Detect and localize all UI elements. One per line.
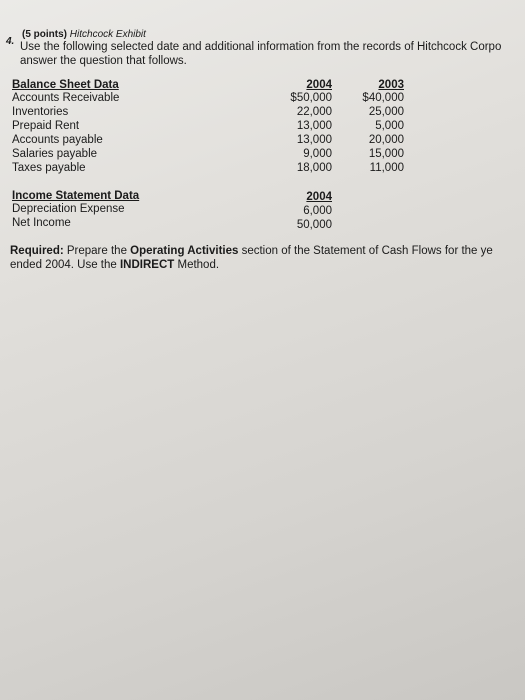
bs-row-label: Taxes payable [12, 162, 86, 174]
question-title [22, 29, 146, 40]
balance-sheet-col-2003: 2003 [378, 79, 404, 91]
is-row-2004: 6,000 [303, 205, 332, 217]
bs-row-2004: $50,000 [290, 92, 332, 104]
bs-row-label: Prepaid Rent [12, 120, 80, 132]
bs-row-2003: 11,000 [369, 162, 404, 174]
is-row-2004: 50,000 [296, 219, 332, 231]
income-statement-header: Income Statement Data [12, 190, 140, 202]
bs-row-2003: 5,000 [375, 120, 404, 132]
required-text-1: Prepare the [66, 245, 131, 257]
exhibit-name: Hitchcock Exhibit [69, 29, 146, 40]
bs-row-label: Accounts payable [12, 134, 103, 146]
bs-row-label: Salaries payable [12, 148, 98, 160]
required-label: Required: [10, 245, 64, 257]
required-line-2 [10, 258, 493, 272]
required-line2-b: Method. [174, 259, 220, 271]
required-line2-a: ended 2004. Use the [10, 259, 120, 271]
is-row-label: Depreciation Expense [12, 203, 125, 215]
required-bold-1: Operating Activities [130, 245, 239, 257]
question-number: 4. [6, 36, 15, 47]
bs-row-2003: 15,000 [368, 148, 404, 160]
required-bold-2: INDIRECT [119, 259, 175, 271]
bs-row-2004: 9,000 [303, 148, 332, 160]
question-points: (5 points) [22, 29, 67, 40]
income-statement-col-2004: 2004 [306, 191, 332, 203]
is-row-label: Net Income [12, 217, 71, 229]
bs-row-2003: 25,000 [368, 106, 404, 118]
required-text-2: section of the Statement of Cash Flows for the ye [238, 245, 493, 257]
intro-line-2: answer the question that follows. [20, 55, 187, 67]
balance-sheet-header: Balance Sheet Data [12, 79, 119, 91]
bs-row-2004: 22,000 [296, 106, 332, 118]
bs-row-label: Inventories [12, 106, 69, 118]
required-instructions [10, 244, 493, 272]
bs-row-label: Accounts Receivable [12, 92, 120, 104]
bs-row-2004: 18,000 [296, 162, 332, 174]
bs-row-2004: 13,000 [296, 120, 332, 132]
bs-row-2004: 13,000 [296, 134, 332, 146]
question-intro [20, 40, 501, 68]
bs-row-2003: 20,000 [368, 134, 404, 146]
balance-sheet-col-2004: 2004 [306, 79, 332, 91]
bs-row-2003: $40,000 [362, 92, 404, 104]
required-line-1 [10, 244, 493, 258]
intro-line-1: Use the following selected date and additional information from the records of Hitchcock Corpo [20, 41, 502, 53]
